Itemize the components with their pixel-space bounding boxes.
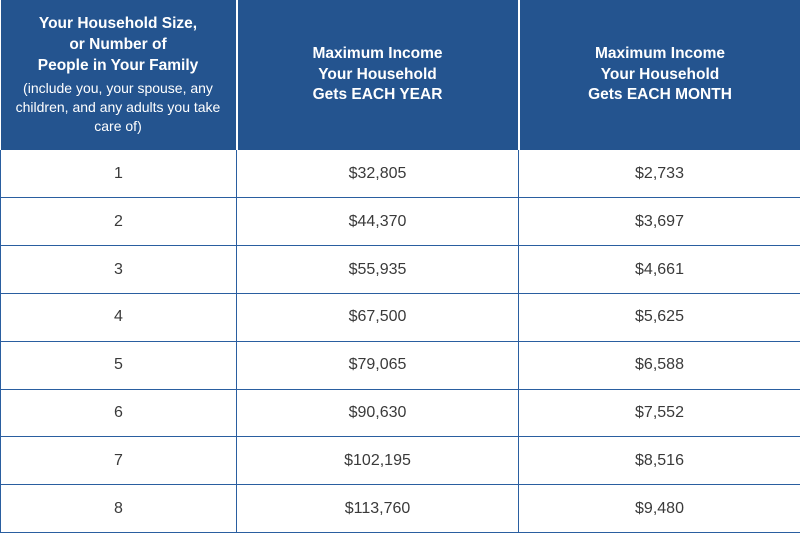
cell-max-income-year: $79,065	[237, 341, 519, 389]
table-body	[1, 150, 800, 533]
header-row	[1, 0, 800, 150]
column-header-maximum-income-each-year	[237, 0, 519, 150]
cell-household-size: 6	[1, 389, 237, 437]
cell-household-size: 4	[1, 293, 237, 341]
each-month-line-1: Maximum Income	[594, 44, 726, 62]
cell-max-income-year: $55,935	[237, 246, 519, 294]
each-month-line-3: Gets EACH MONTH	[588, 86, 732, 104]
cell-household-size: 8	[1, 485, 237, 533]
each-year-line-1: Maximum Income	[312, 44, 443, 62]
cell-max-income-year: $32,805	[237, 150, 519, 198]
cell-max-income-year: $67,500	[237, 293, 519, 341]
cell-max-income-year: $113,760	[237, 485, 519, 533]
table-row	[1, 293, 800, 341]
household-size-line-1: Your Household Size,	[38, 15, 198, 33]
household-size-line-2: or Number of	[69, 36, 167, 54]
cell-household-size: 3	[1, 246, 237, 294]
cell-max-income-month: $9,480	[519, 485, 800, 533]
household-size-line-3: People in Your Family	[37, 57, 199, 75]
cell-max-income-year: $102,195	[237, 437, 519, 485]
each-year-heading	[252, 44, 504, 107]
cell-max-income-year: $44,370	[237, 198, 519, 246]
cell-household-size: 2	[1, 198, 237, 246]
cell-max-income-month: $8,516	[519, 437, 800, 485]
cell-max-income-month: $2,733	[519, 150, 800, 198]
table-header	[1, 0, 800, 150]
cell-max-income-month: $5,625	[519, 293, 800, 341]
table-row	[1, 485, 800, 533]
cell-max-income-month: $4,661	[519, 246, 800, 294]
each-year-line-3: Gets EACH YEAR	[312, 86, 443, 104]
table-row	[1, 198, 800, 246]
table-row	[1, 246, 800, 294]
cell-max-income-month: $3,697	[519, 198, 800, 246]
cell-max-income-month: $6,588	[519, 341, 800, 389]
each-month-line-2: Your Household	[600, 65, 720, 83]
column-header-maximum-income-each-month	[519, 0, 800, 150]
cell-household-size: 7	[1, 437, 237, 485]
table-row	[1, 389, 800, 437]
table-row	[1, 437, 800, 485]
each-year-line-2: Your Household	[318, 65, 437, 83]
column-header-household-size	[1, 0, 237, 150]
household-size-note: (include you, your spouse, any children, and any adults you take care of)	[15, 80, 221, 134]
cell-household-size: 1	[1, 150, 237, 198]
cell-household-size: 5	[1, 341, 237, 389]
household-size-heading	[15, 14, 222, 77]
cell-max-income-month: $7,552	[519, 389, 800, 437]
table-row	[1, 341, 800, 389]
each-month-heading	[534, 44, 787, 107]
cell-max-income-year: $90,630	[237, 389, 519, 437]
table-row	[1, 150, 800, 198]
